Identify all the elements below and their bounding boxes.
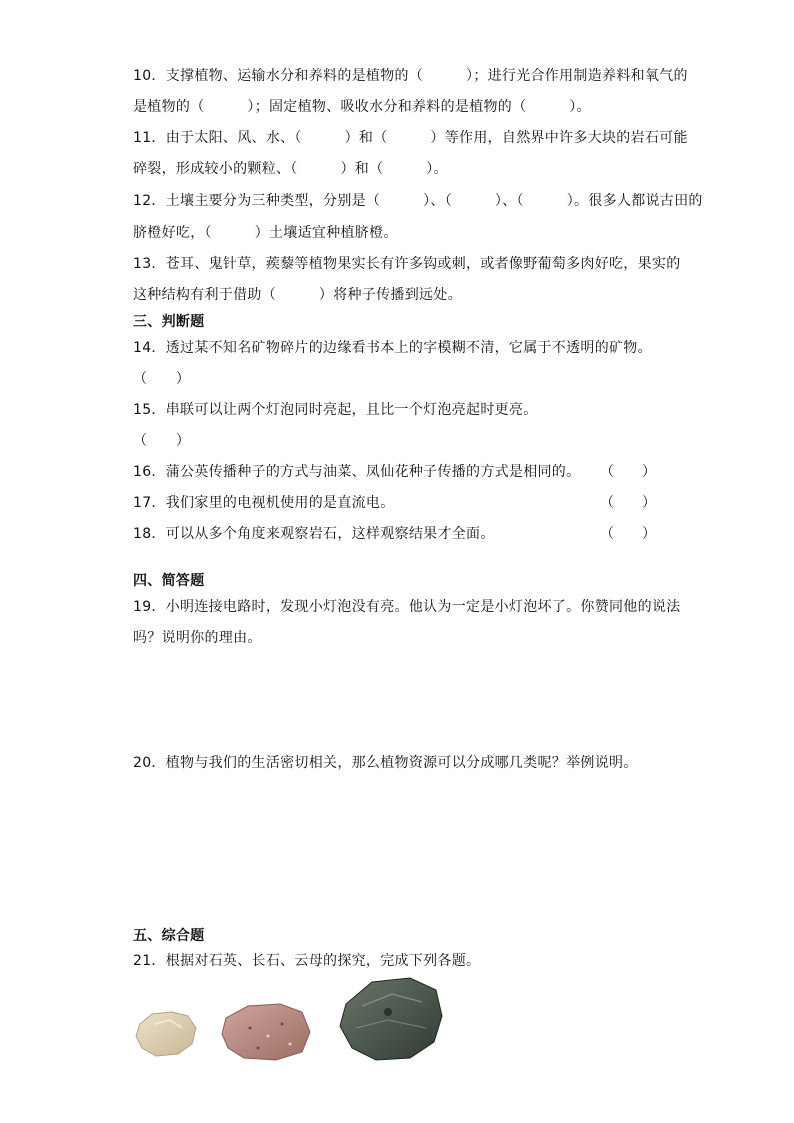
question-12-line-1: 12．土壤主要分为三种类型，分别是（ ）、（ ）、（ ）。很多人都说古田的 — [133, 193, 703, 209]
question-18-answer-blank: （ ） — [600, 526, 656, 542]
question-17-answer-blank: （ ） — [600, 495, 656, 511]
question-18-text: 18．可以从多个角度来观察岩石，这样观察结果才全面。 — [133, 526, 495, 542]
question-13-line-2: 这种结构有利于借助（ ）将种子传播到远处。 — [133, 287, 462, 303]
section-5-heading: 五、综合题 — [133, 928, 205, 944]
section-4-heading: 四、简答题 — [133, 573, 205, 589]
question-17-text: 17．我们家里的电视机使用的是直流电。 — [133, 495, 395, 511]
question-10-line-1: 10．支撑植物、运输水分和养料的是植物的（ ）；进行光合作用制造养料和氧气的 — [133, 68, 688, 84]
question-14-answer-blank: （ ） — [133, 371, 191, 387]
question-11-line-2: 碎裂，形成较小的颗粒、（ ）和（ ）。 — [133, 161, 448, 177]
question-20-text: 20．植物与我们的生活密切相关，那么植物资源可以分成哪几类呢？举例说明。 — [133, 755, 638, 771]
question-14-text: 14．透过某不知名矿物碎片的边缘看书本上的字模糊不清，它属于不透明的矿物。 — [133, 340, 652, 356]
question-11-line-1: 11．由于太阳、风、水、（ ）和（ ）等作用，自然界中许多大块的岩石可能 — [133, 130, 688, 146]
question-10-line-2: 是植物的（ ）；固定植物、吸收水分和养料的是植物的（ ）。 — [133, 99, 591, 115]
question-12-line-2: 脐橙好吃，（ ）土壤适宜种植脐橙。 — [133, 225, 398, 241]
section-3-heading: 三、判断题 — [133, 314, 205, 330]
question-16-answer-blank: （ ） — [600, 464, 656, 480]
feldspar-sample — [222, 1004, 310, 1060]
quartz-sample — [136, 1012, 196, 1056]
question-21-text: 21．根据对石英、长石、云母的探究，完成下列各题。 — [133, 953, 481, 969]
question-13-line-1: 13．苍耳、鬼针草，蒺藜等植物果实长有许多钩或刺，或者像野葡萄多肉好吃，果实的 — [133, 256, 681, 272]
question-16-text: 16．蒲公英传播种子的方式与油菜、凤仙花种子传播的方式是相同的。 — [133, 464, 581, 480]
question-19-line-1: 19．小明连接电路时，发现小灯泡没有亮。他认为一定是小灯泡坏了。你赞同他的说法 — [133, 599, 681, 615]
question-15-text: 15．串联可以让两个灯泡同时亮起，且比一个灯泡亮起时更亮。 — [133, 402, 538, 418]
question-19-line-2: 吗？说明你的理由。 — [133, 630, 262, 646]
mica-sample — [340, 978, 442, 1060]
mineral-samples-image — [130, 976, 470, 1066]
question-15-answer-blank: （ ） — [133, 433, 191, 449]
